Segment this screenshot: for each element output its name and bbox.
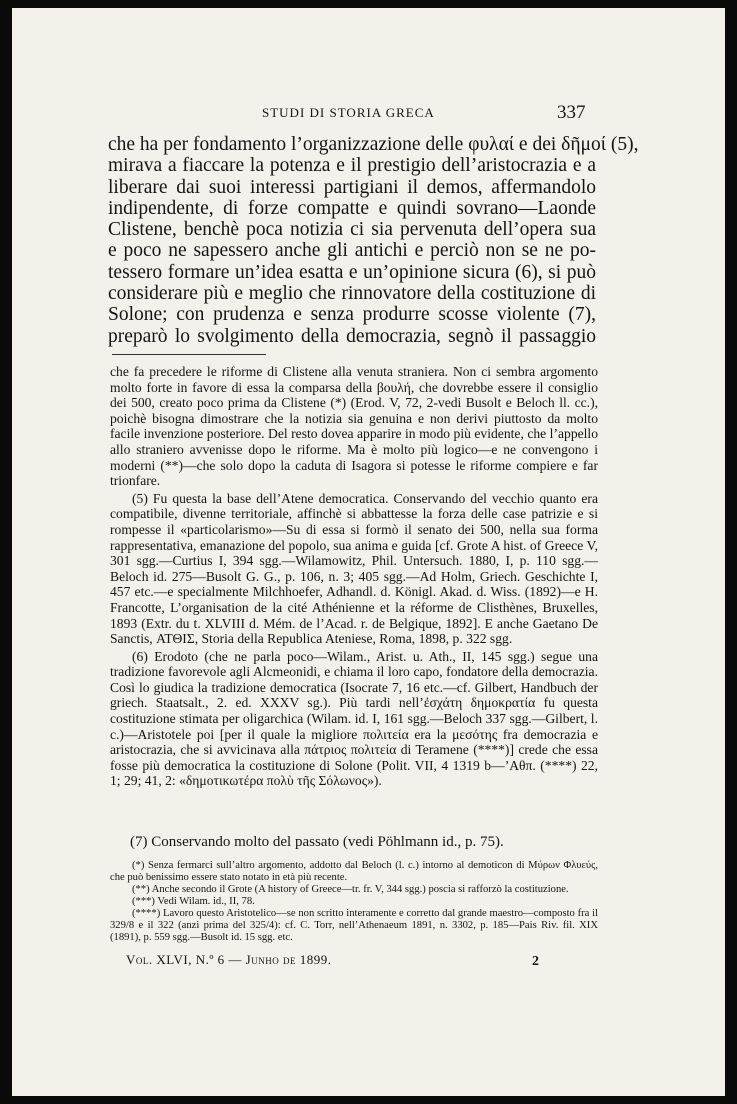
page-header [12, 102, 725, 129]
body-line: tessero formare un’idea esatta e un’opinione sicura (6), si può [108, 261, 596, 283]
footnotes [110, 364, 598, 791]
body-line: indipendente, di forze compatte e quindi sovrano—Laonde [108, 197, 596, 219]
body-line: preparò lo svolgimento della democrazia, segnò il passaggio [108, 325, 596, 347]
footnote-rule [112, 354, 266, 355]
body-line: considerare più e meglio che rinnovatore della costituzione di [108, 283, 596, 305]
footnote-7: (7) Conservando molto del passato (vedi Pöhlmann id., p. 75). [130, 834, 504, 850]
footnote-5: (5) Fu questa la base dell’Atene democratica. Conservando del vecchio quanto era compatibile, divenne territoriale, affinchè si abbattesse la forza delle case patrizie e si rompesse il «particolarismo»—Su di essa si formò il senato dei 500, nella sua forma rappresentativa, emanazione del popolo, sua anima e guida [cf. Grote A hist. of Greece V, 301 sgg.—Curtius I, 394 sgg.—Wilamowitz, Phil. Untersuch. 1880, I, p. 110 sgg.—Beloch id. 275—Busolt G. G., p. 106, n. 3; 405 sgg.—Ad Holm, Griech. Geschichte I, 457 etc.—e specialmente Milchhoefer, Adhandl. d. Königl. Akad. d. Wiss. (1892)—e H. Francotte, L’organisation de la cité Athénienne et la réforme de Clisthènes, Bruxelles, 1893 (Extr. du t. XLVIII d. Mém. de l’Acad. r. de Belgique, 1892]. E anche Gaetano De Sanctis, ΑΤΘΙΣ, Storia della Republica Ateniese, Roma, 1898, p. 322 sgg. [110, 490, 598, 647]
book-page [12, 8, 725, 1096]
sub-footnote-3: (***) Vedi Wilam. id., II, 78. [132, 896, 255, 907]
sub-footnote-4: (****) Lavoro questo Aristotelico—se non scritto interamente e corretto dal grande maestro—composto fra il 329/8 e il 322 (anzi prima del 325/4): cf. C. Torr, nell’Athenaeum 1891, n. 3302, p. 185—Pais Riv. fil. XIX (1891), p. 559 sgg.—Busolt id. 15 sgg. etc. [110, 908, 598, 943]
footnote-6: (6) Erodoto (che ne parla poco—Wilam., Arist. u. Ath., II, 145 sgg.) segue una tradizione favorevole agli Alcmeonidi, e chiama il loro capo, fondatore della democrazia. Così lo giudica la tradizione democratica (Isocrate 7, 16 etc.—cf. Gilbert, Handbuch der griech. Staatsalt., 2. ed. XXXV sg.). Più tardi nell’ἐσχάτη δημοκρατία fu questa costituzione stimata per oligarchica (Wilam. id. I, 161 sgg.—Beloch 337 sgg.—Gilbert, l. c.)—Aristotele poi [per il quale la migliore πολιτεία era la μεσότης fra democrazia e aristocrazia, che si avvicinava alla πάτριος πολιτεία di Teramene (****)] crede che essa fosse più democratica la costituzione di Solone (Polit. VII, 4 1319 b—’Αθπ. (****) 22, 1; 29; 41, 2: «δημοτικωτέρα πολὺ τῆς Σόλωνος»). [110, 648, 598, 789]
body-line: e poco ne sapessero anche gli antichi e perciò non se ne po- [108, 240, 596, 262]
body-line: che ha per fondamento l’organizzazione delle φυλαί e dei δῆμοί (5), [108, 134, 639, 155]
main-text [108, 134, 639, 347]
body-line: liberare dai suoi interessi partigiani il demos, affermandolo [108, 176, 596, 198]
volume-line: Vol. XLVI, N.º 6 — Junho de 1899. [126, 952, 332, 967]
sub-footnote-1: (*) Senza fermarci sull’altro argomento, addotto dal Beloch (l. c.) intorno al demoticon di Μύρων Φλυεύς, che può benissimo essere stato notato in età più recente. [110, 860, 598, 883]
running-title: STUDI DI STORIA GRECA [262, 105, 435, 120]
signature-mark: 2 [532, 954, 539, 969]
sub-footnote-2: (**) Anche secondo il Grote (A history of Greece—tr. fr. V, 344 sgg.) poscia si rafforzò la costituzione. [132, 884, 569, 895]
sub-footnotes [110, 860, 598, 944]
body-line: Solone; con prudenza e senza produrre scosse violente (7), [108, 304, 596, 326]
body-line: Clistene, benchè poca notizia ci sia pervenuta dell’opera sua [108, 219, 596, 241]
page-number: 337 [557, 102, 586, 123]
body-line: mirava a fiaccare la potenza e il prestigio dell’aristocrazia e a [108, 155, 596, 177]
footnote-continuation: che fa precedere le riforme di Clistene alla venuta straniera. Non ci sembra argomento molto forte in favore di essa la comparsa della βουλή, che dovrebbe essere il consiglio dei 500, creato poco prima da Clistene (*) (Erod. V, 72, 2-vedi Busolt e Beloch ll. cc.), poichè bisogna dimostrare che la notizia sia genuina e non derivi piuttosto da molto facile invenzione posteriore. Del resto dovea apparire in modo più evidente, che l’appello allo straniero avvenisse dopo le riforme. Ma è molto più logico—e ne convengono i moderni (**)—che solo dopo la caduta di Isagora si potesse le riforme compiere e far trionfare. [110, 364, 598, 489]
